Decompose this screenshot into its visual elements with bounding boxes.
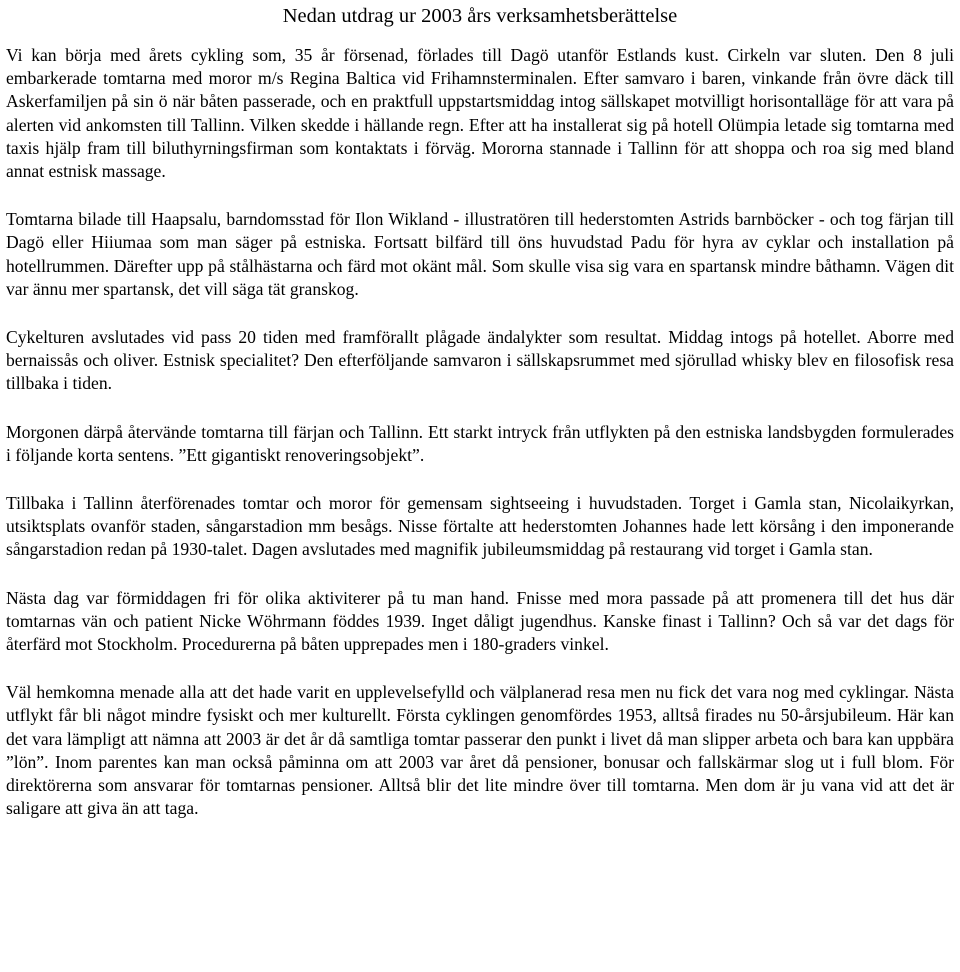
paragraph-sightseeing: Tillbaka i Tallinn återförenades tomtar och moror för gemensam sightseeing i huvudstaden. Torget i Gamla stan, Nicolaikyrkan, utsiktsplats ovanför staden, sångarstadion mm besågs. Nisse förtalte att hederstomten Johannes hade lett körsång i den imponerande sångarstadion redan på 1930-talet. Dagen avslutades med magnifik jubileumsmiddag på restaurang vid torget i Gamla stan. [6, 493, 954, 560]
document-title: Nedan utdrag ur 2003 års verksamhetsberättelse [282, 5, 678, 27]
paragraph-return-ferry: Morgonen därpå återvände tomtarna till färjan och Tallinn. Ett starkt intryck från utflykten på den estniska landsbygden formulerades i följande korta sentens. ”Ett gigantiskt renoveringsobjekt”. [6, 421, 954, 465]
document-body [6, 44, 954, 820]
paragraph-free-morning: Nästa dag var förmiddagen fri för olika aktiviterer på tu man hand. Fnisse med mora passade på att promenera till det hus där tomtarnas vän och patient Nicke Wöhrmann föddes 1939. Inget dåligt jugendhus. Kanske finast i Tallinn? Och så var det dags för återfärd mot Stockholm. Procedurerna på båten upprepades men i 180-graders vinkel. [6, 587, 954, 655]
paragraph-dinner: Cykelturen avslutades vid pass 20 tiden med framförallt plågade ändalykter som resultat. Middag intogs på hotellet. Aborre med bernaissås och oliver. Estnisk specialitet? Den efterföljande samvaron i sällskapsrummet med sjörullad whisky blev en filosofisk resa tillbaka i tiden. [6, 327, 954, 394]
paragraph-cycling-trip: Vi kan börja med årets cykling som, 35 år försenad, förlades till Dagö utanför Estlands kust. Cirkeln var sluten. Den 8 juli embarkerade tomtarna med moror m/s Regina Baltica vid Frihamnsterminalen. Efter samvaro i baren, vinkande från övre däck till Askerfamiljen på sin ö när båten passerade, och en praktfull uppstartsmiddag intog sällskapet motvilligt horisontalläge för att vara på alerten vid ankomsten till Tallinn. Vilken skedde i hällande regn. Efter att ha installerat sig på hotell Olümpia letade sig tomtarna med taxis hjälp fram till biluthyrningsfirman som kontaktats i förväg. Mororna stannade i Tallinn för att shoppa och roa sig med bland annat estnisk massage. [6, 45, 954, 182]
paragraph-homecoming: Väl hemkomna menade alla att det hade varit en upplevelsefylld och välplanerad resa men nu fick det vara nog med cyklingar. Nästa utflykt får bli något mindre fysiskt och mer kulturellt. Första cyklingen genomfördes 1953, alltså firades nu 50-årsjubileum. Här kan det vara lämpligt att nämna att 2003 är det år då samtliga tomtar passerar den punkt i livet då man slipper arbeta och bara kan uppbära ”lön”. Inom parentes kan man också påminna om att 2003 var året då pensioner, bonusar och fallskärmar slog ut i full blom. För direktörerna som ansvarar för tomtarnas pensioner. Alltså blir det lite mindre över till tomtarna. Men dom är ju vana vid att det är saligare att giva än att taga. [6, 682, 954, 819]
paragraph-haapsalu: Tomtarna bilade till Haapsalu, barndomsstad för Ilon Wikland - illustratören till hederstomten Astrids barnböcker - och tog färjan till Dagö eller Hiiumaa som man säger på estniska. Fortsatt bilfärd till öns huvudstad Padu för hyra av cyklar och installation på hotellrummen. Därefter upp på stålhästarna och färd mot okänt mål. Som skulle visa sig vara en spartansk mindre båthamn. Vägen dit var ännu mer spartansk, det vill säga tät granskog. [6, 209, 954, 299]
